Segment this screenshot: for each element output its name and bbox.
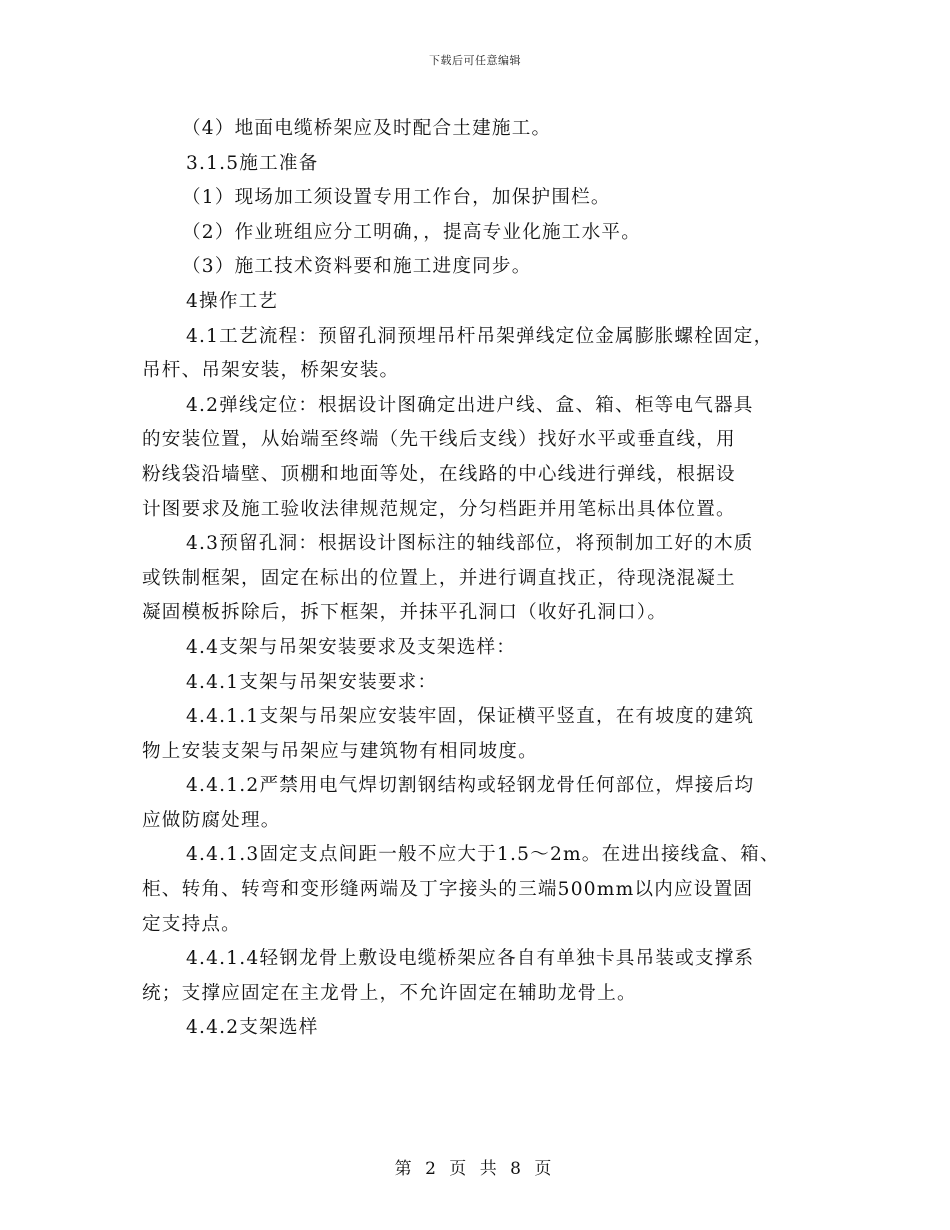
text-line: （4）地面电缆桥架应及时配合土建施工。 [182,118,552,139]
text-line: 4.4.1支架与吊架安装要求： [186,671,438,693]
text-line: 粉线袋沿墙壁、顶棚和地面等处，在线路的中心线进行弹线，根据设 [142,463,736,485]
text-line: 3.1.5施工准备 [186,152,319,174]
text-line: 4.4.1.1支架与吊架应安装牢固，保证横平竖直，在有坡度的建筑 [186,706,755,728]
text-line: （2）作业班组应分工明确，，提高专业化施工水平。 [182,221,641,243]
text-line: 4.4支架与吊架安装要求及支架选样： [186,636,517,658]
text-line: 4操作工艺 [186,290,279,312]
text-line: （3）施工技术资料要和施工进度同步。 [182,256,532,278]
text-line: 定支持点。 [142,913,241,935]
text-line: （1）现场加工须设置专用工作台，加保护围栏。 [182,187,611,209]
text-line: 应做防腐处理。 [142,809,281,831]
text-line: 的安装位置，从始端至终端（先干线后支线）找好水平或垂直线，用 [142,429,736,451]
text-line: 柜、转角、转弯和变形缝两端及丁字接头的三端500mm以内应设置固 [142,879,754,901]
text-line: 4.2弹线定位：根据设计图确定出进户线、盒、箱、柜等电气器具 [186,394,754,416]
text-line: 4.4.1.4轻钢龙骨上敷设电缆桥架应各自有单独卡具吊装或支撑系 [186,948,755,970]
text-line: 计图要求及施工验收法律规范规定，分匀档距并用笔标出具体位置。 [142,498,736,520]
text-line: 物上安装支架与吊架应与建筑物有相同坡度。 [142,740,538,762]
page-footer: 第 2 页 共 8 页 [394,1159,556,1179]
text-line: 4.4.1.3固定支点间距一般不应大于1.5～2m。在进出接线盒、箱、 [186,844,780,866]
text-line: 吊杆、吊架安装，桥架安装。 [142,360,400,382]
text-line: 凝固模板拆除后，拆下框架，并抹平孔洞口（收好孔洞口）。 [142,602,668,624]
text-line: 或铁制框架，固定在标出的位置上，并进行调直找正，待现浇混凝土 [142,567,736,589]
text-line: 4.1工艺流程：预留孔洞预埋吊杆吊架弹线定位金属膨胀螺栓固定， [186,325,774,347]
text-line: 4.4.1.2严禁用电气焊切割钢结构或轻钢龙骨任何部位，焊接后均 [186,775,755,797]
text-line: 统；支撑应固定在主龙骨上，不允许固定在辅助龙骨上。 [142,982,637,1004]
text-line: 4.3预留孔洞：根据设计图标注的轴线部位，将预制加工好的木质 [186,533,754,555]
text-line: 4.4.2支架选样 [186,1017,319,1039]
document-body [142,112,822,1046]
page-header: 下载后可任意编辑 [429,54,521,67]
